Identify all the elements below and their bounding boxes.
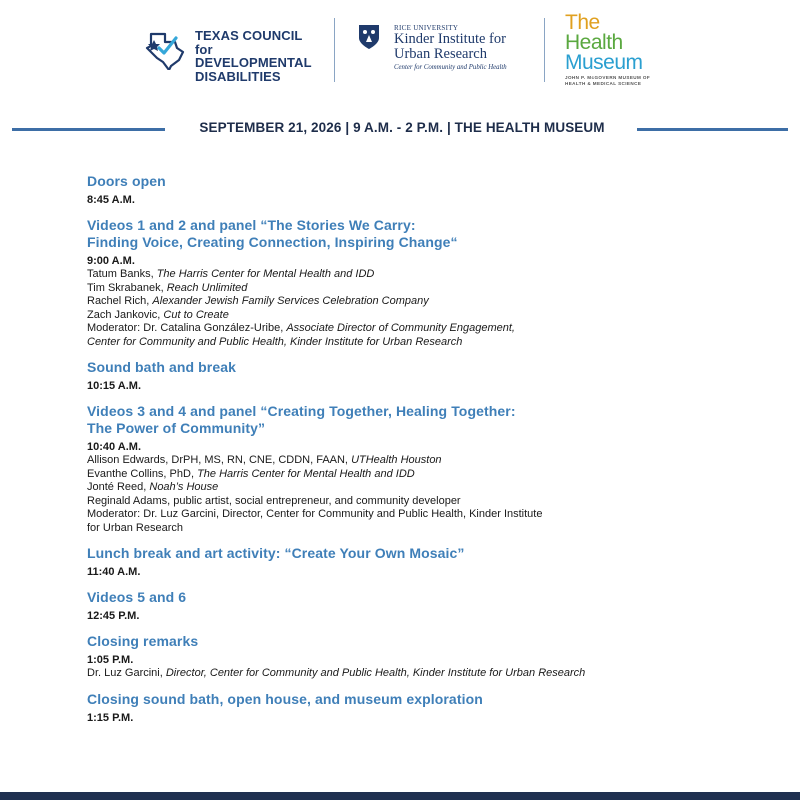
speaker-name: Reginald Adams, xyxy=(87,494,174,507)
tcdd-line-2: DEVELOPMENTAL xyxy=(195,55,312,70)
speaker-affiliation: Director, Center for Community and Public Health, Kinder Institute for Urban Research xyxy=(165,667,586,679)
logo-divider xyxy=(544,18,545,82)
speaker-affiliation: Alexander Jewish Family Services Celebration Company xyxy=(152,295,429,307)
moderator-affiliation: Director, Center for Community and Public Health, Kinder Institute xyxy=(222,508,543,520)
speaker-affiliation: UTHealth Houston xyxy=(351,454,442,466)
agenda-item-lunch xyxy=(87,545,727,579)
agenda-title-cont: Finding Voice, Creating Connection, Inspiring Change“ xyxy=(87,234,458,250)
footer-band xyxy=(0,792,800,800)
speaker-line xyxy=(87,495,727,509)
speaker-name: Allison Edwards, DrPH, MS, RN, CNE, CDDN, FAAN, xyxy=(87,454,352,466)
health-sub-line-1: JOHN P. McGOVERN MUSEUM OF xyxy=(565,75,651,80)
agenda-item-videos-1-2 xyxy=(87,217,727,349)
speaker-line xyxy=(87,282,727,296)
agenda-item-sound-bath xyxy=(87,359,727,393)
moderator-name: Moderator: Dr. Catalina González-Uribe, xyxy=(87,322,287,334)
agenda-title: Lunch break and art activity: “Create Your Own Mosaic” xyxy=(87,545,465,561)
agenda xyxy=(87,173,727,735)
rule-left xyxy=(12,128,165,131)
speaker-line xyxy=(87,667,727,681)
rice-owl-shield-icon xyxy=(358,24,380,50)
speaker-name: Zach Jankovic, xyxy=(87,308,164,321)
speaker-name: Evanthe Collins, PhD, xyxy=(87,467,198,480)
kinder-institute-name xyxy=(394,32,506,62)
agenda-title: Videos 3 and 4 and panel “Creating Together, Healing Together: xyxy=(87,403,516,419)
speaker-affiliation: The Harris Center for Mental Health and IDD xyxy=(156,268,375,280)
health-museum-logo xyxy=(565,12,675,87)
moderator-line xyxy=(87,322,727,336)
agenda-time: 9:00 A.M. xyxy=(87,255,135,267)
agenda-time: 10:15 A.M. xyxy=(87,380,142,392)
agenda-title: Videos 1 and 2 and panel “The Stories We Carry: xyxy=(87,217,416,233)
kinder-university: RICE UNIVERSITY xyxy=(394,24,459,32)
speaker-line xyxy=(87,268,727,282)
agenda-time: 12:45 P.M. xyxy=(87,610,140,622)
speaker-name: Dr. Luz Garcini, xyxy=(87,667,166,679)
speaker-line xyxy=(87,295,727,309)
agenda-title-cont: The Power of Community” xyxy=(87,420,266,436)
date-banner xyxy=(12,120,788,135)
tcdd-line-3: DISABILITIES xyxy=(195,68,281,84)
health-logo-museum: Museum xyxy=(565,51,643,74)
tcdd-line-1: TEXAS COUNCIL for xyxy=(195,28,303,57)
agenda-title: Videos 5 and 6 xyxy=(87,589,187,605)
kinder-name-line-2: Urban Research xyxy=(394,46,487,62)
speaker-line xyxy=(87,309,727,323)
tcdd-logo xyxy=(145,24,320,84)
agenda-item-doors-open xyxy=(87,173,727,207)
agenda-item-closing-remarks xyxy=(87,633,727,681)
speaker-affiliation: public artist, social entrepreneur, and community developer xyxy=(173,494,461,507)
speaker-line xyxy=(87,454,727,468)
logo-divider xyxy=(334,18,335,82)
logo-header xyxy=(0,0,800,100)
agenda-time: 11:40 A.M. xyxy=(87,566,141,578)
agenda-item-closing-sound-bath xyxy=(87,691,727,725)
tcdd-name xyxy=(195,29,320,83)
moderator-affiliation: for Urban Research xyxy=(87,521,183,534)
agenda-item-videos-3-4 xyxy=(87,403,727,535)
speaker-name: Jonté Reed, xyxy=(87,481,150,493)
speaker-line xyxy=(87,481,727,495)
moderator-affiliation: Center for Community and Public Health, Kinder Institute for Urban Research xyxy=(87,335,463,348)
kinder-name-line-1: Kinder Institute for xyxy=(394,31,506,47)
agenda-time: 8:45 A.M. xyxy=(87,194,135,206)
agenda-item-videos-5-6 xyxy=(87,589,727,623)
kinder-center: Center for Community and Public Health xyxy=(394,64,507,71)
moderator-line-cont xyxy=(87,522,727,536)
kinder-logo xyxy=(358,22,538,82)
rule-right xyxy=(637,128,788,131)
speaker-affiliation: Reach Unlimited xyxy=(166,281,248,294)
health-logo-the: The xyxy=(565,11,600,34)
speaker-name: Rachel Rich, xyxy=(87,295,153,307)
agenda-title: Sound bath and break xyxy=(87,359,237,375)
agenda-time: 1:15 P.M. xyxy=(87,711,134,724)
agenda-title: Closing sound bath, open house, and museum exploration xyxy=(87,690,483,707)
agenda-time: 1:05 P.M. xyxy=(87,654,134,666)
speaker-name: Tatum Banks, xyxy=(87,268,157,280)
moderator-affiliation: Associate Director of Community Engagement, xyxy=(286,322,515,334)
health-logo-health: Health xyxy=(565,31,623,54)
moderator-name: Moderator: Dr. Luz Garcini, xyxy=(87,508,223,520)
health-sub-line-2: HEALTH & MEDICAL SCIENCE xyxy=(565,80,642,86)
agenda-time: 10:40 A.M. xyxy=(87,441,142,453)
health-logo-subtitle xyxy=(565,75,675,86)
speaker-affiliation: Cut to Create xyxy=(163,308,229,321)
event-date-line: SEPTEMBER 21, 2026 | 9 A.M. - 2 P.M. | THE HEALTH MUSEUM xyxy=(199,120,605,135)
moderator-line-cont xyxy=(87,336,727,350)
speaker-affiliation: The Harris Center for Mental Health and IDD xyxy=(197,467,415,480)
speaker-name: Tim Skrabanek, xyxy=(87,281,167,294)
agenda-title: Closing remarks xyxy=(87,633,199,649)
texas-star-check-icon xyxy=(145,26,189,70)
speaker-line xyxy=(87,468,727,482)
moderator-line xyxy=(87,508,727,522)
speaker-affiliation: Noah’s House xyxy=(149,481,219,493)
agenda-title: Doors open xyxy=(87,173,166,189)
